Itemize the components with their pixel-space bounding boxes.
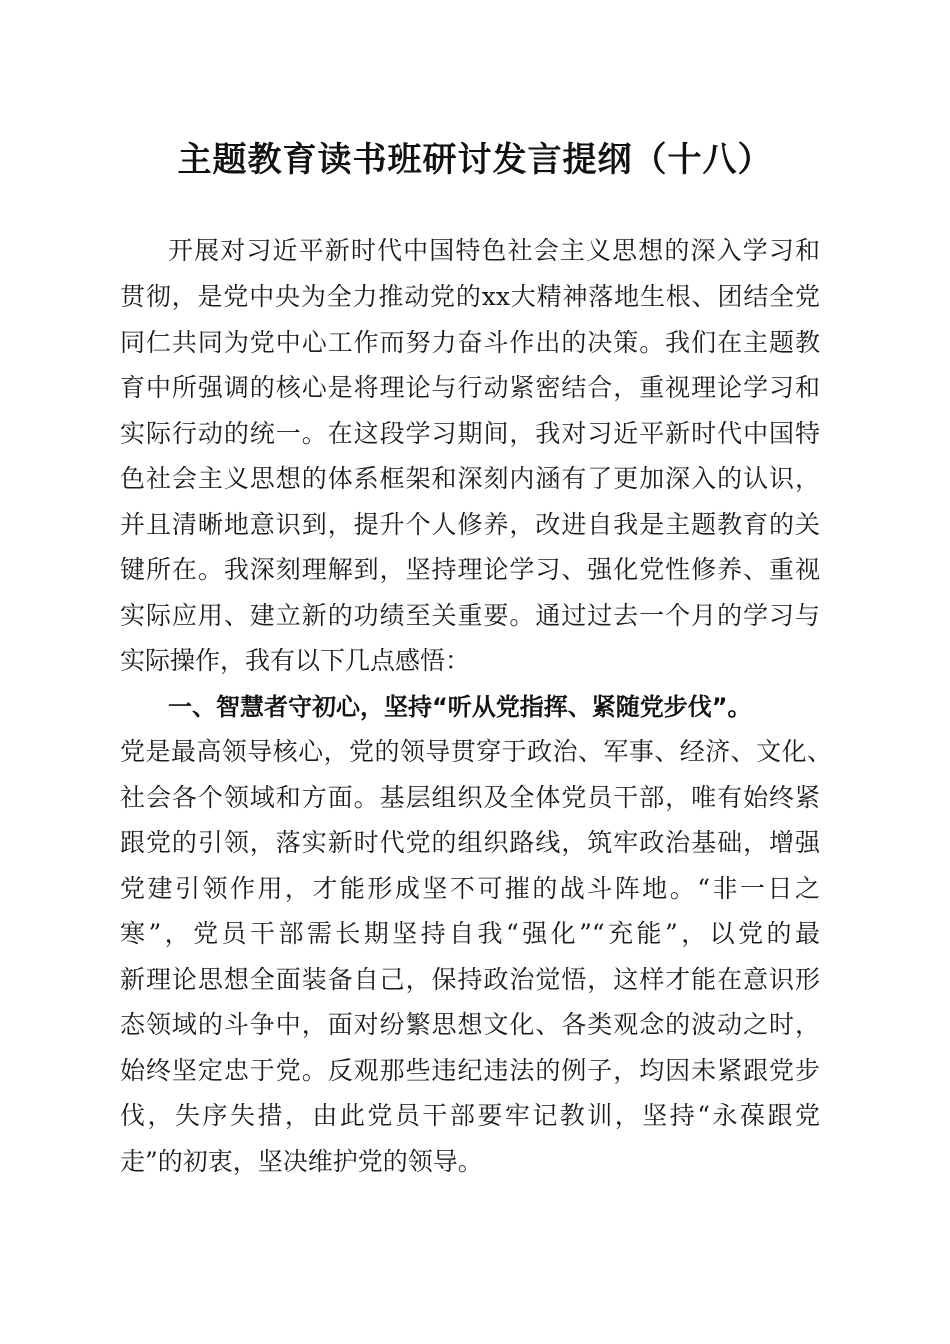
- paragraph-line: 开展对习近平新时代中国特色社会主义思想的深入学习和: [168, 236, 820, 265]
- paragraph-line: 同仁共同为党中心工作而努力奋斗作出的决策。我们在主题教: [120, 328, 820, 357]
- paragraph-line: 实际应用、建立新的功绩至关重要。通过过去一个月的学习与: [120, 601, 820, 630]
- document-title: 主题教育读书班研讨发言提纲（十八）: [177, 140, 773, 180]
- paragraph-line: 走”的初衷，坚决维护党的领导。: [120, 1147, 483, 1176]
- paragraph-line: 寒”，党员干部需长期坚持自我“强化”“充能”，以党的最: [120, 919, 820, 948]
- paragraph-line: 社会各个领域和方面。基层组织及全体党员干部，唯有始终紧: [120, 783, 820, 812]
- paragraph-line: 新理论思想全面装备自己，保持政治觉悟，这样才能在意识形: [120, 965, 820, 994]
- paragraph-line: 键所在。我深刻理解到，坚持理论学习、强化党性修养、重视: [120, 555, 820, 584]
- paragraph-line: 跟党的引领，落实新时代党的组织路线，筑牢政治基础，增强: [120, 828, 820, 857]
- paragraph-line: 党建引领作用，才能形成坚不可摧的战斗阵地。“非一日之: [120, 874, 820, 903]
- paragraph-line: 伐，失序失措，由此党员干部要牢记教训，坚持“永葆跟党: [120, 1101, 820, 1130]
- paragraph-line: 始终坚定忠于党。反观那些违纪违法的例子，均因未紧跟党步: [120, 1056, 820, 1085]
- paragraph-line: 育中所强调的核心是将理论与行动紧密结合，重视理论学习和: [120, 373, 820, 402]
- paragraph-line: 色社会主义思想的体系框架和深刻内涵有了更加深入的认识，: [120, 464, 820, 493]
- paragraph-line: 并且清晰地意识到，提升个人修养，改进自我是主题教育的关: [120, 510, 820, 539]
- section-heading: 一、智慧者守初心，坚持“听从党指挥、紧随党步伐”。: [168, 693, 752, 721]
- paragraph-line: 实际行动的统一。在这段学习期间，我对习近平新时代中国特: [120, 419, 820, 448]
- paragraph-line: 实际操作，我有以下几点感悟：: [120, 646, 471, 675]
- paragraph-line: 贯彻，是党中央为全力推动党的xx大精神落地生根、团结全党: [120, 282, 820, 311]
- paragraph-line: 党是最高领导核心，党的领导贯穿于政治、军事、经济、文化、: [120, 737, 832, 766]
- paragraph-line: 态领域的斗争中，面对纷繁思想文化、各类观念的波动之时，: [120, 1010, 820, 1039]
